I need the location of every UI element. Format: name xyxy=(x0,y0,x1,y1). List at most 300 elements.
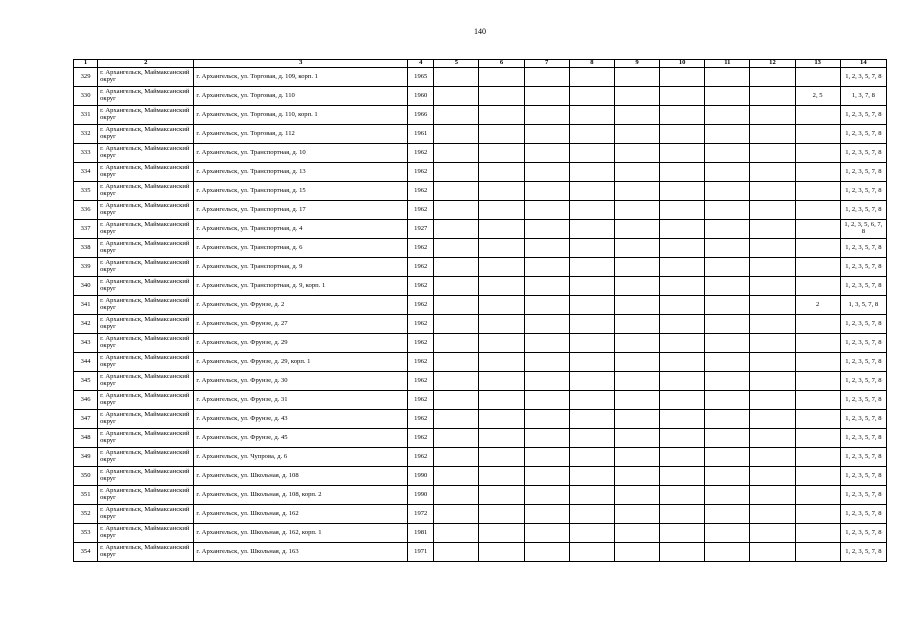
column-8-cell xyxy=(569,144,614,163)
district-cell: г. Архангельск, Маймаксанский округ xyxy=(98,315,194,334)
column-14-cell: 1, 2, 3, 5, 7, 8 xyxy=(840,68,886,87)
column-14-cell: 1, 2, 3, 5, 7, 8 xyxy=(840,106,886,125)
column-7-cell xyxy=(524,372,569,391)
table-row xyxy=(74,125,887,144)
column-10-cell xyxy=(660,334,705,353)
column-13-cell xyxy=(795,220,840,239)
column-6-cell xyxy=(479,68,524,87)
year-cell: 1961 xyxy=(408,125,434,144)
address-cell: г. Архангельск, ул. Транспортная, д. 13 xyxy=(194,163,408,182)
year-cell: 1962 xyxy=(408,239,434,258)
column-11-cell xyxy=(705,201,750,220)
address-cell: г. Архангельск, ул. Фрунзе, д. 45 xyxy=(194,429,408,448)
column-7-cell xyxy=(524,239,569,258)
column-12-cell xyxy=(750,239,795,258)
address-cell: г. Архангельск, ул. Торговая, д. 112 xyxy=(194,125,408,144)
address-cell: г. Архангельск, ул. Транспортная, д. 4 xyxy=(194,220,408,239)
row-number-cell: 342 xyxy=(74,315,98,334)
year-cell: 1962 xyxy=(408,258,434,277)
column-7-cell xyxy=(524,429,569,448)
column-5-cell xyxy=(434,201,479,220)
column-11-cell xyxy=(705,486,750,505)
column-12-cell xyxy=(750,87,795,106)
column-14-cell: 1, 2, 3, 5, 7, 8 xyxy=(840,543,886,562)
column-10-cell xyxy=(660,505,705,524)
table-row xyxy=(74,315,887,334)
column-5-cell xyxy=(434,429,479,448)
column-10-cell xyxy=(660,410,705,429)
table-row xyxy=(74,144,887,163)
column-8-cell xyxy=(569,410,614,429)
column-10-cell xyxy=(660,106,705,125)
column-6-cell xyxy=(479,258,524,277)
column-9-cell xyxy=(614,315,659,334)
column-5-cell xyxy=(434,182,479,201)
column-13-cell xyxy=(795,353,840,372)
column-12-cell xyxy=(750,277,795,296)
column-12-cell xyxy=(750,315,795,334)
column-13-cell xyxy=(795,486,840,505)
row-number-cell: 329 xyxy=(74,68,98,87)
column-13-cell xyxy=(795,448,840,467)
column-12-cell xyxy=(750,429,795,448)
column-header-7: 7 xyxy=(524,60,569,68)
column-10-cell xyxy=(660,296,705,315)
column-14-cell: 1, 2, 3, 5, 7, 8 xyxy=(840,277,886,296)
column-9-cell xyxy=(614,144,659,163)
column-11-cell xyxy=(705,524,750,543)
column-5-cell xyxy=(434,315,479,334)
column-8-cell xyxy=(569,87,614,106)
address-cell: г. Архангельск, ул. Торговая, д. 110 xyxy=(194,87,408,106)
address-cell: г. Архангельск, ул. Транспортная, д. 9 xyxy=(194,258,408,277)
table-row xyxy=(74,201,887,220)
column-14-cell: 1, 2, 3, 5, 7, 8 xyxy=(840,410,886,429)
column-7-cell xyxy=(524,277,569,296)
column-14-cell: 1, 2, 3, 5, 7, 8 xyxy=(840,239,886,258)
column-10-cell xyxy=(660,543,705,562)
column-12-cell xyxy=(750,201,795,220)
row-number-cell: 351 xyxy=(74,486,98,505)
column-9-cell xyxy=(614,87,659,106)
column-13-cell xyxy=(795,391,840,410)
column-header-11: 11 xyxy=(705,60,750,68)
column-10-cell xyxy=(660,220,705,239)
address-cell: г. Архангельск, ул. Фрунзе, д. 2 xyxy=(194,296,408,315)
column-8-cell xyxy=(569,277,614,296)
column-14-cell: 1, 2, 3, 5, 7, 8 xyxy=(840,182,886,201)
column-11-cell xyxy=(705,277,750,296)
housing-registry-table xyxy=(73,59,887,562)
column-11-cell xyxy=(705,258,750,277)
column-9-cell xyxy=(614,467,659,486)
address-cell: г. Архангельск, ул. Транспортная, д. 10 xyxy=(194,144,408,163)
column-12-cell xyxy=(750,125,795,144)
column-8-cell xyxy=(569,163,614,182)
column-12-cell xyxy=(750,353,795,372)
column-5-cell xyxy=(434,258,479,277)
column-6-cell xyxy=(479,87,524,106)
district-cell: г. Архангельск, Маймаксанский округ xyxy=(98,296,194,315)
year-cell: 1965 xyxy=(408,68,434,87)
column-9-cell xyxy=(614,543,659,562)
column-9-cell xyxy=(614,163,659,182)
column-6-cell xyxy=(479,201,524,220)
column-11-cell xyxy=(705,87,750,106)
column-14-cell: 1, 2, 3, 5, 7, 8 xyxy=(840,201,886,220)
column-12-cell xyxy=(750,220,795,239)
column-6-cell xyxy=(479,296,524,315)
column-12-cell xyxy=(750,486,795,505)
district-cell: г. Архангельск, Маймаксанский округ xyxy=(98,68,194,87)
column-13-cell xyxy=(795,372,840,391)
table-row xyxy=(74,486,887,505)
column-11-cell xyxy=(705,467,750,486)
column-7-cell xyxy=(524,163,569,182)
column-8-cell xyxy=(569,505,614,524)
column-8-cell xyxy=(569,315,614,334)
column-11-cell xyxy=(705,239,750,258)
column-11-cell xyxy=(705,448,750,467)
column-8-cell xyxy=(569,353,614,372)
column-12-cell xyxy=(750,68,795,87)
year-cell: 1962 xyxy=(408,334,434,353)
column-13-cell xyxy=(795,201,840,220)
district-cell: г. Архангельск, Маймаксанский округ xyxy=(98,505,194,524)
column-5-cell xyxy=(434,467,479,486)
column-10-cell xyxy=(660,277,705,296)
column-14-cell: 1, 2, 3, 5, 7, 8 xyxy=(840,372,886,391)
column-6-cell xyxy=(479,410,524,429)
column-9-cell xyxy=(614,277,659,296)
table-row xyxy=(74,448,887,467)
district-cell: г. Архангельск, Маймаксанский округ xyxy=(98,239,194,258)
column-5-cell xyxy=(434,163,479,182)
column-13-cell xyxy=(795,258,840,277)
column-5-cell xyxy=(434,410,479,429)
table-row xyxy=(74,543,887,562)
row-number-cell: 353 xyxy=(74,524,98,543)
column-11-cell xyxy=(705,144,750,163)
row-number-cell: 347 xyxy=(74,410,98,429)
district-cell: г. Архангельск, Маймаксанский округ xyxy=(98,220,194,239)
column-13-cell xyxy=(795,505,840,524)
column-9-cell xyxy=(614,505,659,524)
column-11-cell xyxy=(705,334,750,353)
district-cell: г. Архангельск, Маймаксанский округ xyxy=(98,277,194,296)
address-cell: г. Архангельск, ул. Школьная, д. 162, корп. 1 xyxy=(194,524,408,543)
district-cell: г. Архангельск, Маймаксанский округ xyxy=(98,182,194,201)
table-row xyxy=(74,372,887,391)
column-10-cell xyxy=(660,258,705,277)
column-12-cell xyxy=(750,163,795,182)
column-7-cell xyxy=(524,448,569,467)
address-cell: г. Архангельск, ул. Транспортная, д. 9, корп. 1 xyxy=(194,277,408,296)
column-14-cell: 1, 2, 3, 5, 7, 8 xyxy=(840,486,886,505)
column-5-cell xyxy=(434,125,479,144)
column-14-cell: 1, 2, 3, 5, 7, 8 xyxy=(840,163,886,182)
address-cell: г. Архангельск, ул. Транспортная, д. 15 xyxy=(194,182,408,201)
address-cell: г. Архангельск, ул. Школьная, д. 108, корп. 2 xyxy=(194,486,408,505)
column-8-cell xyxy=(569,391,614,410)
column-12-cell xyxy=(750,505,795,524)
column-9-cell xyxy=(614,125,659,144)
row-number-cell: 354 xyxy=(74,543,98,562)
column-header-14: 14 xyxy=(840,60,886,68)
address-cell: г. Архангельск, ул. Фрунзе, д. 27 xyxy=(194,315,408,334)
column-8-cell xyxy=(569,524,614,543)
column-5-cell xyxy=(434,372,479,391)
year-cell: 1962 xyxy=(408,429,434,448)
column-8-cell xyxy=(569,334,614,353)
year-cell: 1962 xyxy=(408,448,434,467)
column-11-cell xyxy=(705,410,750,429)
column-8-cell xyxy=(569,543,614,562)
year-cell: 1962 xyxy=(408,315,434,334)
table-row xyxy=(74,524,887,543)
column-13-cell xyxy=(795,239,840,258)
column-12-cell xyxy=(750,144,795,163)
column-6-cell xyxy=(479,334,524,353)
column-10-cell xyxy=(660,486,705,505)
year-cell: 1971 xyxy=(408,543,434,562)
table-row xyxy=(74,220,887,239)
column-6-cell xyxy=(479,429,524,448)
column-6-cell xyxy=(479,315,524,334)
column-13-cell xyxy=(795,68,840,87)
column-7-cell xyxy=(524,315,569,334)
district-cell: г. Архангельск, Маймаксанский округ xyxy=(98,467,194,486)
column-14-cell: 1, 2, 3, 5, 7, 8 xyxy=(840,467,886,486)
row-number-cell: 346 xyxy=(74,391,98,410)
address-cell: г. Архангельск, ул. Фрунзе, д. 30 xyxy=(194,372,408,391)
column-12-cell xyxy=(750,391,795,410)
column-9-cell xyxy=(614,372,659,391)
column-5-cell xyxy=(434,106,479,125)
row-number-cell: 350 xyxy=(74,467,98,486)
column-6-cell xyxy=(479,163,524,182)
column-14-cell: 1, 2, 3, 5, 7, 8 xyxy=(840,429,886,448)
column-10-cell xyxy=(660,125,705,144)
column-8-cell xyxy=(569,239,614,258)
column-11-cell xyxy=(705,125,750,144)
column-5-cell xyxy=(434,220,479,239)
column-6-cell xyxy=(479,391,524,410)
column-7-cell xyxy=(524,505,569,524)
column-11-cell xyxy=(705,505,750,524)
column-header-9: 9 xyxy=(614,60,659,68)
column-13-cell xyxy=(795,334,840,353)
column-14-cell: 1, 2, 3, 5, 7, 8 xyxy=(840,391,886,410)
column-5-cell xyxy=(434,144,479,163)
column-10-cell xyxy=(660,448,705,467)
column-9-cell xyxy=(614,258,659,277)
district-cell: г. Архангельск, Маймаксанский округ xyxy=(98,543,194,562)
table-row xyxy=(74,87,887,106)
column-11-cell xyxy=(705,372,750,391)
column-7-cell xyxy=(524,68,569,87)
column-6-cell xyxy=(479,448,524,467)
column-6-cell xyxy=(479,486,524,505)
column-header-4: 4 xyxy=(408,60,434,68)
row-number-cell: 344 xyxy=(74,353,98,372)
address-cell: г. Архангельск, ул. Фрунзе, д. 31 xyxy=(194,391,408,410)
district-cell: г. Архангельск, Маймаксанский округ xyxy=(98,410,194,429)
district-cell: г. Архангельск, Маймаксанский округ xyxy=(98,448,194,467)
column-7-cell xyxy=(524,524,569,543)
year-cell: 1962 xyxy=(408,410,434,429)
column-13-cell xyxy=(795,429,840,448)
column-10-cell xyxy=(660,372,705,391)
row-number-cell: 349 xyxy=(74,448,98,467)
column-header-1: 1 xyxy=(74,60,98,68)
column-10-cell xyxy=(660,467,705,486)
column-8-cell xyxy=(569,372,614,391)
row-number-cell: 335 xyxy=(74,182,98,201)
column-5-cell xyxy=(434,277,479,296)
district-cell: г. Архангельск, Маймаксанский округ xyxy=(98,106,194,125)
year-cell: 1960 xyxy=(408,87,434,106)
column-5-cell xyxy=(434,334,479,353)
column-11-cell xyxy=(705,353,750,372)
column-7-cell xyxy=(524,296,569,315)
column-13-cell: 2 xyxy=(795,296,840,315)
column-14-cell: 1, 2, 3, 5, 7, 8 xyxy=(840,353,886,372)
column-14-cell: 1, 2, 3, 5, 7, 8 xyxy=(840,315,886,334)
year-cell: 1981 xyxy=(408,524,434,543)
column-5-cell xyxy=(434,353,479,372)
column-14-cell: 1, 2, 3, 5, 7, 8 xyxy=(840,125,886,144)
table-row xyxy=(74,353,887,372)
column-8-cell xyxy=(569,68,614,87)
column-6-cell xyxy=(479,372,524,391)
column-header-5: 5 xyxy=(434,60,479,68)
column-7-cell xyxy=(524,353,569,372)
column-14-cell: 1, 3, 5, 7, 8 xyxy=(840,296,886,315)
column-9-cell xyxy=(614,391,659,410)
column-13-cell xyxy=(795,410,840,429)
table-row xyxy=(74,68,887,87)
column-10-cell xyxy=(660,201,705,220)
column-12-cell xyxy=(750,448,795,467)
column-11-cell xyxy=(705,296,750,315)
column-14-cell: 1, 2, 3, 5, 7, 8 xyxy=(840,505,886,524)
column-7-cell xyxy=(524,106,569,125)
column-5-cell xyxy=(434,448,479,467)
address-cell: г. Архангельск, ул. Школьная, д. 163 xyxy=(194,543,408,562)
column-14-cell: 1, 2, 3, 5, 7, 8 xyxy=(840,258,886,277)
column-6-cell xyxy=(479,353,524,372)
column-5-cell xyxy=(434,239,479,258)
table-row xyxy=(74,391,887,410)
address-cell: г. Архангельск, ул. Фрунзе, д. 29, корп. 1 xyxy=(194,353,408,372)
column-8-cell xyxy=(569,429,614,448)
column-7-cell xyxy=(524,391,569,410)
column-11-cell xyxy=(705,429,750,448)
row-number-cell: 331 xyxy=(74,106,98,125)
column-11-cell xyxy=(705,543,750,562)
column-7-cell xyxy=(524,334,569,353)
column-13-cell xyxy=(795,524,840,543)
column-10-cell xyxy=(660,429,705,448)
column-6-cell xyxy=(479,239,524,258)
column-9-cell xyxy=(614,334,659,353)
column-header-2: 2 xyxy=(98,60,194,68)
column-14-cell: 1, 2, 3, 5, 6, 7, 8 xyxy=(840,220,886,239)
column-8-cell xyxy=(569,106,614,125)
column-13-cell xyxy=(795,125,840,144)
table-row xyxy=(74,296,887,315)
column-13-cell xyxy=(795,106,840,125)
column-10-cell xyxy=(660,87,705,106)
column-13-cell xyxy=(795,144,840,163)
column-11-cell xyxy=(705,182,750,201)
row-number-cell: 330 xyxy=(74,87,98,106)
column-12-cell xyxy=(750,372,795,391)
year-cell: 1962 xyxy=(408,391,434,410)
district-cell: г. Архангельск, Маймаксанский округ xyxy=(98,258,194,277)
year-cell: 1962 xyxy=(408,277,434,296)
column-6-cell xyxy=(479,125,524,144)
column-10-cell xyxy=(660,315,705,334)
column-10-cell xyxy=(660,144,705,163)
column-9-cell xyxy=(614,429,659,448)
column-13-cell xyxy=(795,277,840,296)
year-cell: 1962 xyxy=(408,144,434,163)
year-cell: 1962 xyxy=(408,296,434,315)
column-6-cell xyxy=(479,106,524,125)
column-13-cell xyxy=(795,543,840,562)
column-7-cell xyxy=(524,543,569,562)
column-5-cell xyxy=(434,87,479,106)
address-cell: г. Архангельск, ул. Транспортная, д. 6 xyxy=(194,239,408,258)
column-14-cell: 1, 2, 3, 5, 7, 8 xyxy=(840,144,886,163)
column-10-cell xyxy=(660,68,705,87)
column-11-cell xyxy=(705,68,750,87)
table-row xyxy=(74,277,887,296)
column-5-cell xyxy=(434,543,479,562)
column-8-cell xyxy=(569,182,614,201)
address-cell: г. Архангельск, ул. Школьная, д. 162 xyxy=(194,505,408,524)
column-11-cell xyxy=(705,391,750,410)
column-10-cell xyxy=(660,182,705,201)
year-cell: 1966 xyxy=(408,106,434,125)
column-9-cell xyxy=(614,68,659,87)
column-7-cell xyxy=(524,87,569,106)
row-number-cell: 345 xyxy=(74,372,98,391)
address-cell: г. Архангельск, ул. Торговая, д. 110, корп. 1 xyxy=(194,106,408,125)
column-13-cell xyxy=(795,182,840,201)
column-header-10: 10 xyxy=(660,60,705,68)
column-header-13: 13 xyxy=(795,60,840,68)
address-cell: г. Архангельск, ул. Торговая, д. 109, корп. 1 xyxy=(194,68,408,87)
table-row xyxy=(74,239,887,258)
column-7-cell xyxy=(524,220,569,239)
row-number-cell: 341 xyxy=(74,296,98,315)
row-number-cell: 332 xyxy=(74,125,98,144)
district-cell: г. Архангельск, Маймаксанский округ xyxy=(98,429,194,448)
column-10-cell xyxy=(660,391,705,410)
column-13-cell xyxy=(795,467,840,486)
address-cell: г. Архангельск, ул. Фрунзе, д. 29 xyxy=(194,334,408,353)
column-10-cell xyxy=(660,239,705,258)
table-row xyxy=(74,467,887,486)
page-number: 140 xyxy=(474,27,486,36)
column-11-cell xyxy=(705,106,750,125)
year-cell: 1990 xyxy=(408,486,434,505)
column-14-cell: 1, 3, 7, 8 xyxy=(840,87,886,106)
year-cell: 1962 xyxy=(408,163,434,182)
